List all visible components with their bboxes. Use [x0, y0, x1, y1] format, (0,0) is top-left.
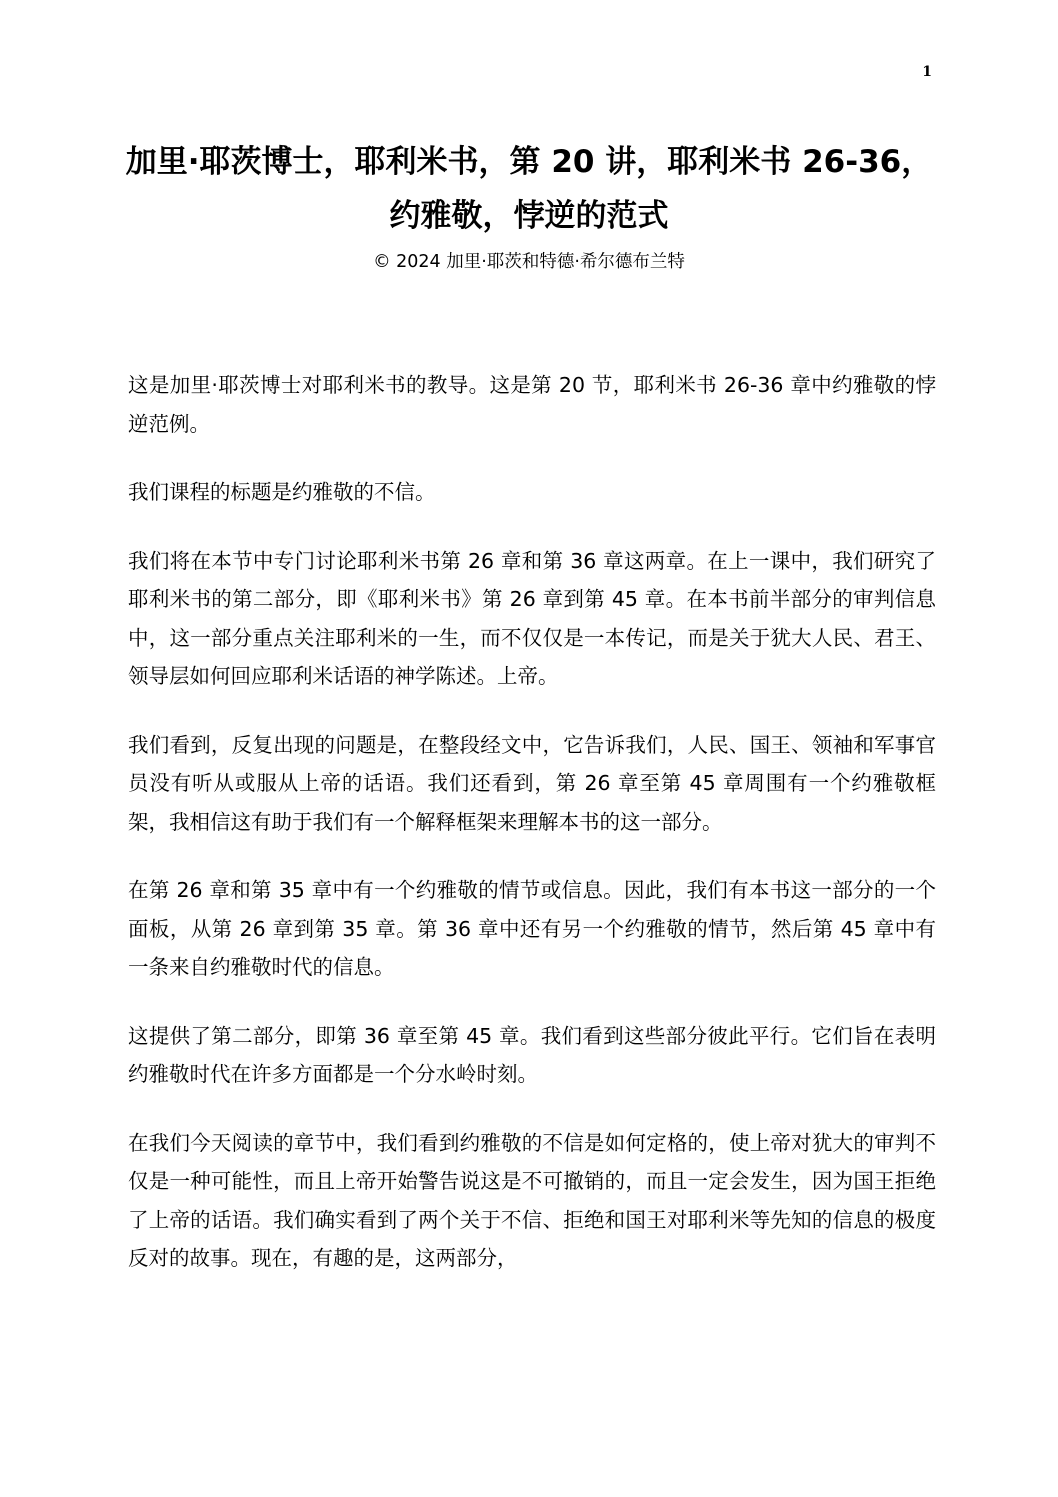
paragraph-3: 我们将在本节中专门讨论耶利米书第 26 章和第 36 章这两章。在上一课中，我们研究了耶利米书的第二部分，即《耶利米书》第 26 章到第 45 章。在本书前半部分的审判信息中，这一部分重点关注耶利米的一生，而不仅仅是一本传记，而是关于犹大人民、君王、领导层如何回应耶利米话语的神学陈述。上帝。: [128, 548, 936, 688]
page-number: 1: [922, 64, 932, 80]
copyright-line: © 2024 加里·耶茨和特德·希尔德布兰特: [373, 252, 685, 272]
body-text: [128, 366, 936, 1308]
paragraph-4: 我们看到，反复出现的问题是，在整段经文中，它告诉我们，人民、国王、领袖和军事官员没有听从或服从上帝的话语。我们还看到，第 26 章至第 45 章周围有一个约雅敬框架，我相信这有助于我们有一个解释框架来理解本书的这一部分。: [128, 732, 936, 834]
title-block: [120, 136, 938, 275]
document-subtitle: 约雅敬，悖逆的范式: [389, 198, 669, 234]
paragraph-1: 这是加里·耶茨博士对耶利米书的教导。这是第 20 节，耶利米书 26-36 章中约雅敬的悖逆范例。: [128, 373, 936, 436]
paragraph-2: 我们课程的标题是约雅敬的不信。: [128, 480, 436, 504]
paragraph-7: 在我们今天阅读的章节中，我们看到约雅敬的不信是如何定格的，使上帝对犹大的审判不仅是一种可能性，而且上帝开始警告说这是不可撤销的，而且一定会发生，因为国王拒绝了上帝的话语。我们确实看到了两个关于不信、拒绝和国王对耶利米等先知的信息的极度反对的故事。现在，有趣的是，这两部分，: [128, 1130, 936, 1270]
document-title: 加里·耶茨博士，耶利米书，第 20 讲，耶利米书 26-36，: [125, 144, 933, 180]
paragraph-6: 这提供了第二部分，即第 36 章至第 45 章。我们看到这些部分彼此平行。它们旨在表明约雅敬时代在许多方面都是一个分水岭时刻。: [128, 1023, 936, 1086]
paragraph-5: 在第 26 章和第 35 章中有一个约雅敬的情节或信息。因此，我们有本书这一部分的一个面板，从第 26 章到第 35 章。第 36 章中还有另一个约雅敬的情节，然后第 45 章中有一条来自约雅敬时代的信息。: [128, 878, 936, 979]
